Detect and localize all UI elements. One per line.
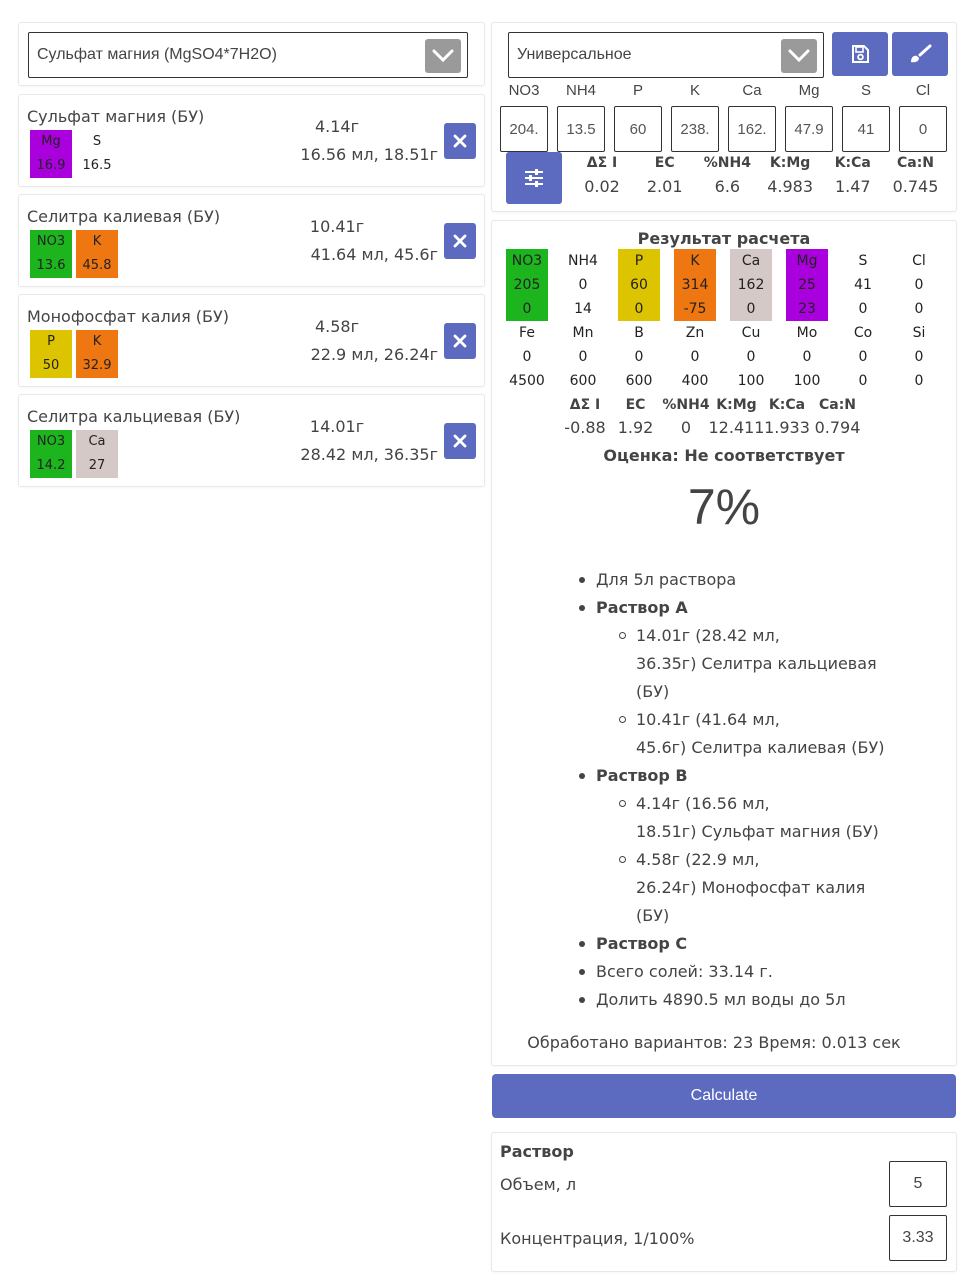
salt-name: Монофосфат калия (БУ) [27,307,230,326]
salt-card [18,194,485,287]
macro-label: K [690,253,700,269]
ratio-value: 1.933 [764,418,810,437]
list-item: 4.58г (22.9 мл, [636,850,760,869]
ratio-value: 1.92 [617,418,654,437]
macro-label: P [634,253,644,269]
micro-label: B [634,325,644,341]
element-label: NO3 [508,82,540,99]
element-target-input[interactable]: 47.9 [785,106,833,152]
list-bullet [579,941,585,947]
list-item: 14.01г (28.42 мл, [636,626,780,645]
ratio-value: 0.745 [892,177,939,196]
micro-value: 0 [746,349,756,365]
macro-value: 25 [798,277,816,293]
salt-select-value: Сульфат магния (MgSO4*7H2O) [37,46,277,63]
salt-card [18,94,485,187]
list-bullet [619,800,626,807]
list-item: (БУ) [636,906,670,925]
micro-target: 100 [737,373,765,389]
element-chip [76,430,118,478]
remove-salt-button[interactable] [444,323,476,359]
ratio-label: ΔΣ I [569,397,601,413]
micro-target: 600 [569,373,597,389]
micro-value: 0 [578,349,588,365]
micro-value: 0 [914,349,924,365]
ratio-label: Ca:N [896,155,935,171]
ratio-label: ΔΣ I [586,155,618,171]
element-label: Ca [742,82,762,99]
micro-target: 0 [914,373,924,389]
micro-label: Fe [519,325,535,341]
remove-salt-button[interactable] [444,223,476,259]
macro-label: NO3 [511,253,543,269]
volume-input[interactable]: 5 [889,1161,947,1207]
ratio-value: 2.01 [646,177,683,196]
salt-name: Сульфат магния (БУ) [27,107,205,126]
element-chip [30,130,72,178]
element-label: NH4 [565,82,596,99]
micro-value: 0 [858,349,868,365]
salt-ml-grams: 16.56 мл, 18.51г [300,145,438,164]
remove-salt-button[interactable] [444,123,476,159]
list-item: 45.6г) Селитра калиевая (БУ) [636,738,885,757]
chevron-down-icon[interactable] [781,39,817,73]
macro-diff: 0 [522,301,532,317]
macro-label: Cl [912,253,926,269]
micro-value: 0 [690,349,700,365]
element-target-input[interactable]: 204. [500,106,548,152]
list-bullet [619,856,626,863]
micro-target: 0 [858,373,868,389]
micro-value: 0 [634,349,644,365]
chip-value: 32.9 [82,358,112,373]
clear-profile-button[interactable] [892,32,948,76]
chip-label: K [92,234,102,249]
solution-c-heading: Раствор C [596,934,688,953]
salt-select[interactable] [28,32,468,78]
chip-label: Ca [88,434,106,449]
macro-value: 41 [854,277,872,293]
element-chip [30,230,72,278]
ratio-label: EC [654,155,675,171]
micro-label: Zn [685,325,705,341]
ratio-label: %NH4 [662,397,710,413]
chip-label: P [47,334,55,349]
element-target-input[interactable]: 13.5 [557,106,605,152]
chevron-down-icon[interactable] [425,39,461,73]
element-target-input[interactable]: 41 [842,106,890,152]
chip-value: 27 [88,458,106,473]
processed-stats: Обработано вариантов: 23 Время: 0.013 сек [527,1033,901,1052]
solution-b-heading: Раствор B [596,766,688,785]
chip-value: 50 [42,358,60,373]
macro-diff: 0 [914,301,924,317]
save-profile-button[interactable] [832,32,888,76]
list-item: 4.14г (16.56 мл, [636,794,770,813]
salt-grams: 4.14г [314,117,360,136]
salt-name: Селитра калиевая (БУ) [27,207,221,226]
list-item: 18.51г) Сульфат магния (БУ) [636,822,879,841]
list-item: Для 5л раствора [596,570,737,589]
close-icon [453,234,467,248]
chip-label: NO3 [36,434,66,449]
element-target-input[interactable]: 238. [671,106,719,152]
close-icon [453,434,467,448]
solution-title: Раствор [500,1142,574,1161]
element-target-input[interactable]: 60 [614,106,662,152]
solution-a-heading: Раствор A [596,598,688,617]
sliders-icon [523,168,545,188]
element-chip [30,430,72,478]
salt-ml-grams: 28.42 мл, 36.35г [300,445,438,464]
chip-label: S [92,134,102,149]
chip-label: K [92,334,102,349]
macro-diff: -75 [683,301,707,317]
macro-label: Ca [741,253,761,269]
ratio-value: 0.794 [814,418,861,437]
profile-select-value: Универсальное [517,46,632,63]
ratio-value: 4.983 [767,177,813,196]
ratio-label: K:Ca [834,155,871,171]
list-bullet [579,605,585,611]
list-bullet [579,997,585,1003]
settings-button[interactable] [506,152,562,204]
macro-value: 0 [914,277,924,293]
macro-value: 205 [513,277,541,293]
salt-grams: 14.01г [309,417,365,436]
salt-name: Селитра кальциевая (БУ) [27,407,241,426]
ratio-value: 0.02 [584,177,620,196]
concentration-label: Концентрация, 1/100% [500,1229,695,1248]
close-icon [453,134,467,148]
close-icon [453,334,467,348]
floppy-disk-icon [850,44,870,64]
chip-label: NO3 [36,234,66,249]
concentration-input[interactable]: 3.33 [889,1215,947,1261]
salt-card [18,394,485,487]
salt-ml-grams: 41.64 мл, 45.6г [310,245,438,264]
ratio-label: K:Mg [769,155,811,171]
salt-grams: 10.41г [309,217,365,236]
ratio-label: K:Ca [768,397,806,413]
micro-value: 0 [522,349,532,365]
calculate-button[interactable]: Calculate [492,1074,956,1118]
chip-value: 13.6 [36,258,66,273]
element-label: K [689,82,700,99]
ratio-value: 1.47 [834,177,871,196]
macro-diff: 0 [634,301,644,317]
element-target-input[interactable]: 162. [728,106,776,152]
ratio-value: 0 [680,418,692,437]
ratio-value: 6.6 [714,177,741,196]
macro-diff: 0 [858,301,868,317]
salt-card [18,294,485,387]
list-bullet [579,969,585,975]
macro-diff: 23 [798,301,816,317]
list-bullet [579,577,585,583]
micro-value: 0 [802,349,812,365]
macro-value: 162 [737,277,765,293]
macro-diff: 14 [574,301,592,317]
micro-target: 400 [681,373,709,389]
macro-value: 0 [578,277,588,293]
micro-label: Si [912,325,926,341]
element-label: Mg [798,82,820,99]
chip-value: 16.5 [82,158,112,173]
element-label: Cl [915,82,931,99]
list-bullet [619,632,626,639]
macro-value: 60 [630,277,648,293]
salt-grams: 4.58г [314,317,360,336]
micro-target: 100 [793,373,821,389]
list-bullet [579,773,585,779]
profile-select[interactable] [508,32,824,78]
element-chip [30,330,72,378]
ratio-label: %NH4 [703,155,751,171]
element-chip [76,330,118,378]
chip-value: 16.9 [36,158,66,173]
macro-value: 314 [681,277,709,293]
chip-value: 45.8 [82,258,112,273]
ratio-label: K:Mg [716,397,757,413]
macro-label: S [858,253,868,269]
micro-target: 600 [625,373,653,389]
list-item: (БУ) [636,682,670,701]
list-item: 10.41г (41.64 мл, [636,710,780,729]
match-percent: 7% [687,479,761,535]
result-title: Результат расчета [637,229,811,248]
element-label: P [632,82,643,99]
ratio-label: EC [625,397,646,413]
micro-label: Cu [741,325,761,341]
element-label: S [860,82,871,99]
list-bullet [619,716,626,723]
micro-label: Mo [796,325,818,341]
macro-label: NH4 [568,253,598,269]
micro-label: Co [853,325,873,341]
list-item: 26.24г) Монофосфат калия [636,878,866,897]
ratio-value: -0.88 [564,418,606,437]
list-item: 36.35г) Селитра кальциевая [636,654,877,673]
water-to-add: Долить 4890.5 мл воды до 5л [596,990,846,1009]
ratio-value: 12.411 [708,418,765,437]
brush-icon [908,44,932,64]
volume-label: Объем, л [500,1175,577,1194]
element-chip [76,130,118,178]
assessment-text: Оценка: Не соответствует [603,446,845,465]
micro-label: Mn [572,325,594,341]
element-chip [76,230,118,278]
micro-target: 4500 [509,373,545,389]
chip-label: Mg [41,134,61,149]
element-target-input[interactable]: 0 [899,106,947,152]
salt-ml-grams: 22.9 мл, 26.24г [310,345,438,364]
ratio-label: Ca:N [818,397,857,413]
macro-diff: 0 [746,301,756,317]
chip-value: 14.2 [36,458,66,473]
macro-label: Mg [796,253,818,269]
remove-salt-button[interactable] [444,423,476,459]
total-salts: Всего солей: 33.14 г. [596,962,773,981]
